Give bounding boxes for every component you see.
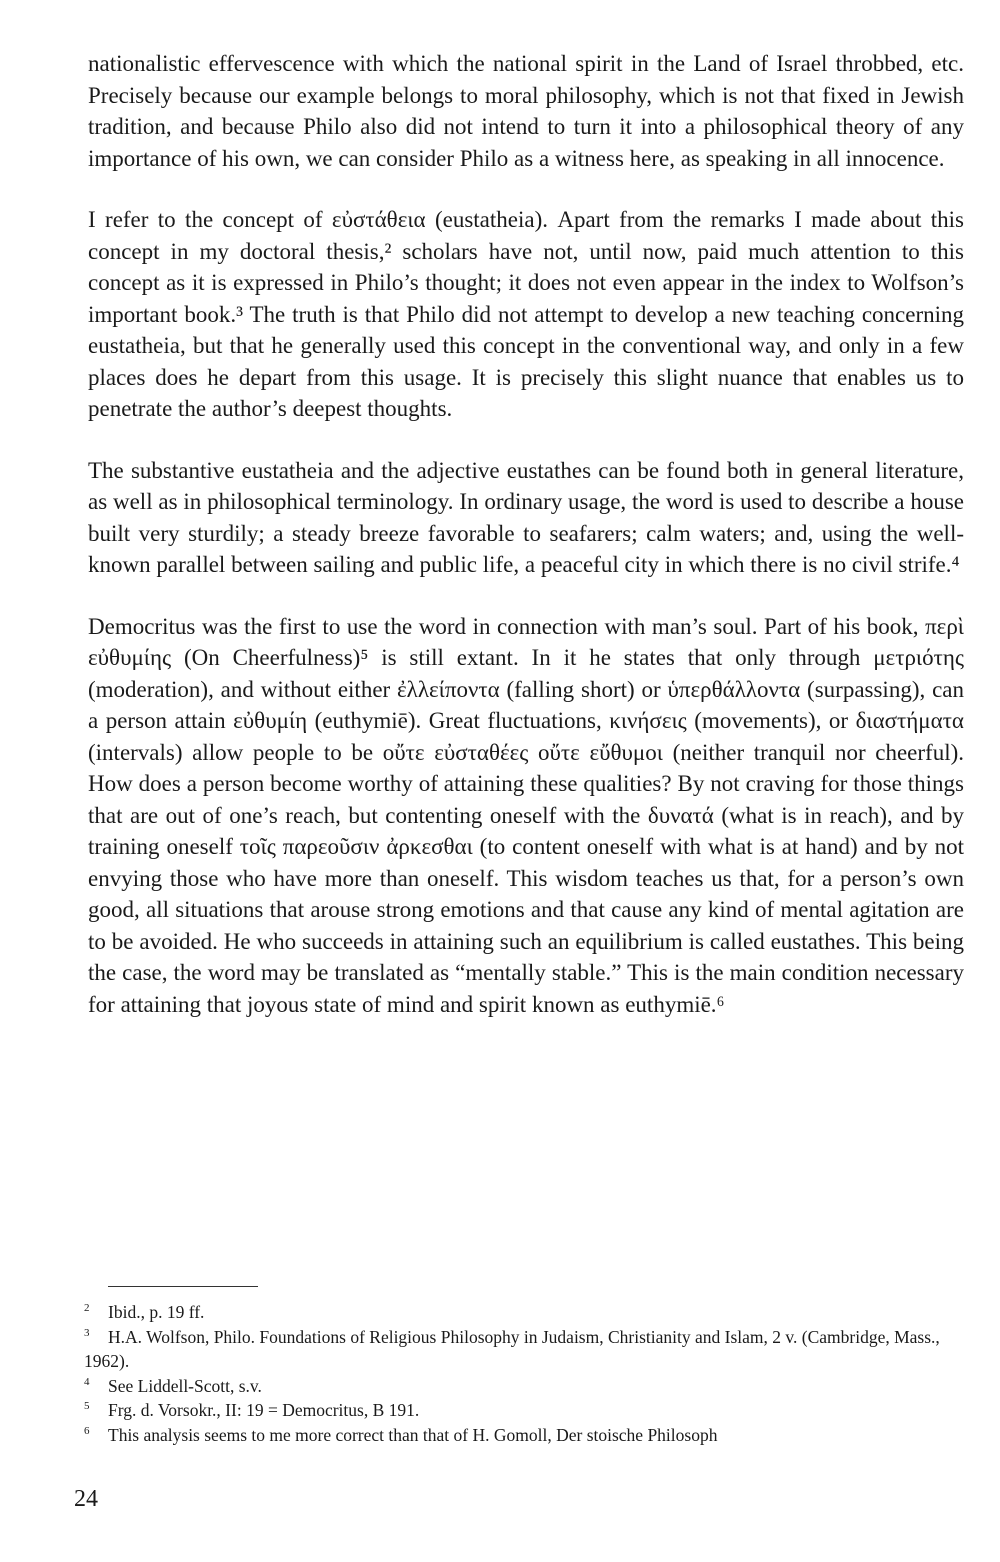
footnote-text: H.A. Wolfson, Philo. Foundations of Religious Philosophy in Judaism, Christianity and Islam, 2 v. (Cambridge, Mass., 1962).	[84, 1326, 940, 1371]
footnote-number: 5	[84, 1400, 90, 1412]
footnote-divider	[108, 1286, 258, 1287]
paragraph-2: I refer to the concept of εὐστάθεια (eustatheia). Apart from the remarks I made about this concept in my doctoral thesis,² scholars have not, until now, paid much attention to this concept as it is expressed in Philo’s thought; it does not even appear in the index to Wolfson’s important book.³ The truth is that Philo did not attempt to develop a new teaching concerning eustatheia, but that he generally used this concept in the conventional way, and only in a few places does he depart from this usage. It is precisely this slight nuance that enables us to penetrate the author’s deepest thoughts.	[88, 207, 964, 421]
footnote-text: Frg. d. Vorsokr., II: 19 = Democritus, B 191.	[108, 1400, 420, 1420]
footnote-5	[84, 1398, 964, 1423]
footnote-text: Ibid., p. 19 ff.	[108, 1302, 205, 1322]
footnote-4	[84, 1374, 964, 1399]
body-text	[88, 48, 964, 1020]
footnote-3	[84, 1325, 964, 1374]
footnote-number: 6	[84, 1424, 90, 1437]
footnote-number: 4	[84, 1375, 90, 1388]
paragraph-4: Democritus was the first to use the word in connection with man’s soul. Part of his book, περὶ εὐθυμίης (On Cheerfulness)⁵ is still extant. In it he states that only through μετριότης (moderation), and without either ἐλλείποντα (falling short) or ὑπερθάλλοντα (surpassing), can a person attain εὐθυμίη (euthymiē). Great fluctuations, κινήσεις (movements), or διαστήματα (intervals) allow people to be οὔτε εὐσταθέες οὔτε εὔθυμοι (neither tranquil nor cheerful). How does a person become worthy of attaining these qualities? By not craving for those things that are out of one’s reach, but contenting oneself with the δυνατά (what is in reach), and by training oneself τοῖς παρεοῦσιν ἀρκεσθαι (to content oneself with what is at hand) and by not envying those who have more than oneself. This wisdom teaches us that, for a person’s own good, all situations that arouse strong emotions and that cause any kind of mental agitation are to be avoided. He who succeeds in attaining such an equilibrium is called eustathes. This being the case, the word may be translated as “mentally stable.” This is the main condition necessary for attaining that joyous state of mind and spirit known as euthymiē.⁶	[88, 613, 964, 1017]
paragraph-3: The substantive eustatheia and the adjective eustathes can be found both in general literature, as well as in philosophical terminology. In ordinary usage, the word is used to describe a house built very sturdily; a steady breeze favorable to seafarers; calm waters; and, using the well-known parallel between sailing and public life, a peaceful city in which there is no civil strife.⁴	[88, 457, 964, 577]
footnote-number: 3	[84, 1326, 90, 1339]
page-number: 24	[74, 1486, 98, 1512]
footnote-text: This analysis seems to me more correct than that of H. Gomoll, Der stoische Philosoph	[108, 1424, 718, 1445]
footnote-6	[84, 1423, 964, 1448]
paragraph-1: nationalistic effervescence with which the national spirit in the Land of Israel throbbed, etc. Precisely because our example belongs to moral philosophy, which is not that fixed in Jewish tradition, and because Philo also did not intend to turn it into a philosophical theory of any importance of his own, we can consider Philo as a witness here, as speaking in all innocence.	[88, 51, 964, 171]
footnote-number: 2	[84, 1302, 90, 1314]
footnote-text: See Liddell-Scott, s.v.	[108, 1375, 262, 1396]
footnote-2	[84, 1300, 964, 1325]
footnotes	[84, 1300, 964, 1447]
